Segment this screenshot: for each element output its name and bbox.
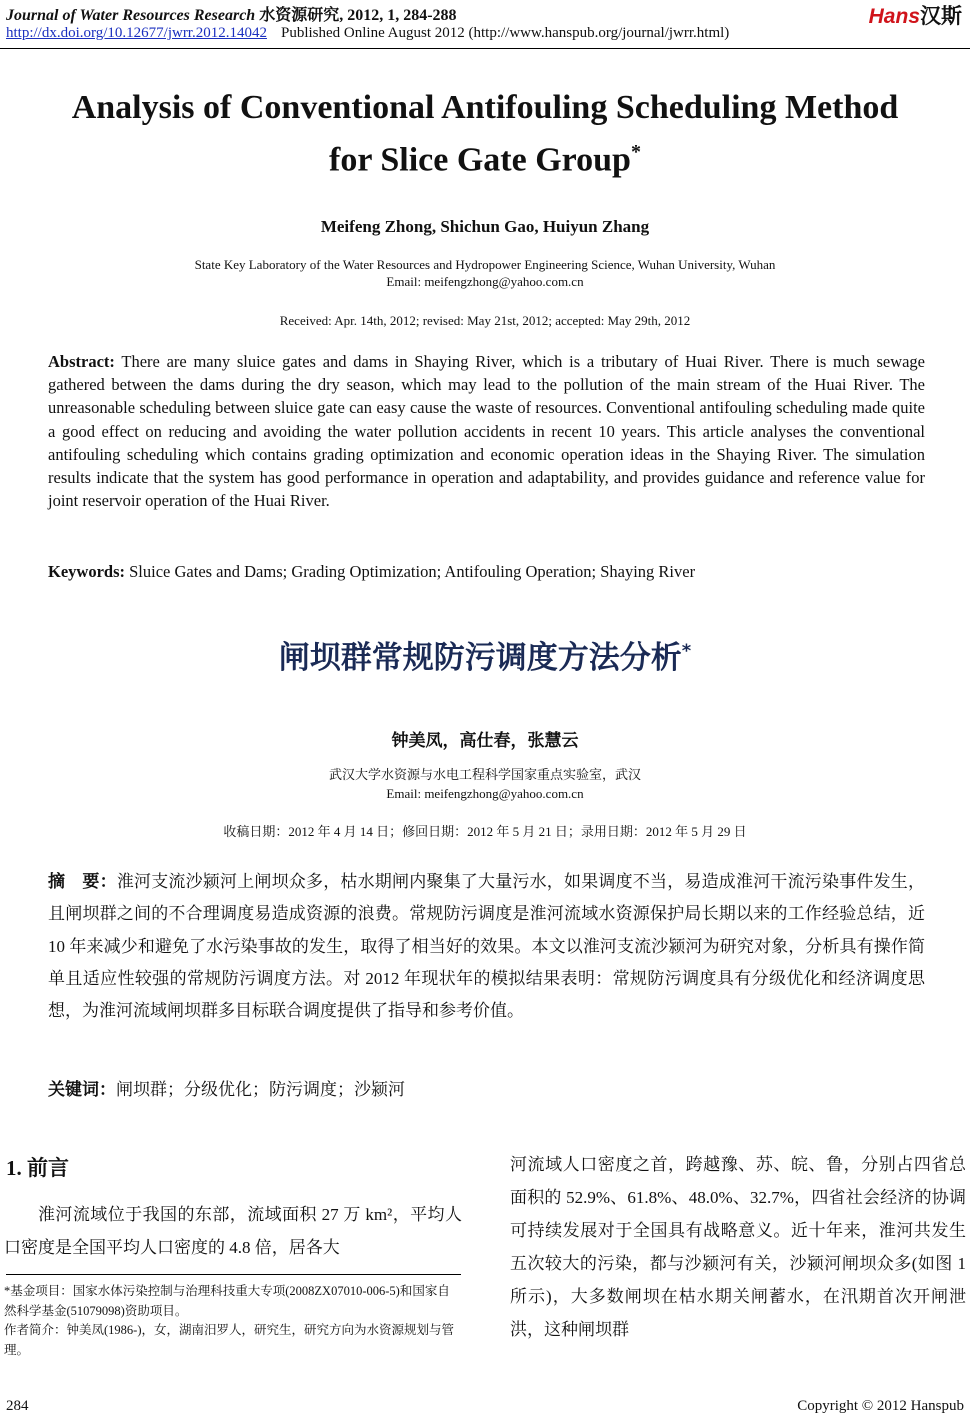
cn-email: Email: meifengzhong@yahoo.com.cn	[386, 786, 584, 801]
footnote-rule	[6, 1274, 461, 1275]
received-dates: Received: Apr. 14th, 2012; revised: May 21st, 2012; accepted: May 29th, 2012	[279, 313, 691, 328]
title-footnote-mark: *	[630, 141, 641, 163]
cn-title	[0, 632, 970, 677]
cn-title-text: 闸坝群常规防污调度方法分析	[278, 640, 682, 676]
published-info: Published Online August 2012 (http://www.hanspub.org/journal/jwrr.html)	[280, 25, 730, 41]
cn-abstract-label: 摘 要：	[48, 872, 117, 891]
publication-line	[6, 25, 729, 42]
keywords-label: Keywords:	[48, 562, 125, 581]
affiliation: State Key Laboratory of the Water Resources and Hydropower Engineering Science, Wuhan University, Wuhan	[194, 257, 776, 272]
paper-title	[0, 86, 970, 182]
cn-abstract-text: 淮河支流沙颍河上闸坝众多，枯水期闸内聚集了大量污水，如果调度不当，易造成淮河干流污染事件发生，且闸坝群之间的不合理调度易造成资源的浪费。常规防污调度是淮河流域水资源保护局长期以来的工作经验总结，近 10 年来减少和避免了水污染事故的发生，取得了相当好的效果。本文以淮河支流沙颍河为研究对象，分析具有操作简单且适应性较强的常规防污调度方法。对 2012 年现状年的模拟结果表明：常规防污调度具有分级优化和经济调度思想，为淮河流域闸坝群多目标联合调度提供了指导和参考价值。	[48, 872, 926, 1021]
cn-dates: 收稿日期：2012 年 4 月 14 日；修回日期：2012 年 5 月 21 日；录用日期：2012 年 5 月 29 日	[223, 824, 747, 839]
section-heading: 1. 前言	[6, 1156, 69, 1180]
journal-name: Journal of Water Resources Research	[6, 7, 256, 24]
title-line-2: for Slice Gate Group	[329, 141, 631, 179]
journal-header	[6, 2, 457, 25]
abstract	[48, 350, 925, 512]
copyright: Copyright © 2012 Hanspub	[797, 1398, 964, 1414]
cn-keywords	[48, 1074, 925, 1106]
right-column-text: 河流域人口密度之首，跨越豫、苏、皖、鲁，分别占四省总面积的 52.9%、61.8%、48.0%、32.7%，四省社会经济的协调可持续发展对于全国具有战略意义。近十年来，淮河共发生五次较大的污染，都与沙颍河有关，沙颍河闸坝众多(如图 1 所示)，大多数闸坝在枯水期关闸蓄水，在汛期首次开闸泄洪，这种闸坝群	[510, 1155, 966, 1339]
page-number: 284	[6, 1398, 29, 1414]
journal-citation: 水资源研究, 2012, 1, 284-288	[259, 7, 457, 24]
cn-authors: 钟美凤，高仕春，张慧云	[391, 731, 579, 750]
logo-en: Hans	[868, 5, 920, 28]
cn-keywords-text: 闸坝群；分级优化；防污调度；沙颍河	[116, 1080, 405, 1099]
cn-title-mark: *	[681, 640, 692, 662]
cn-abstract	[48, 866, 925, 1027]
header-rule	[0, 48, 970, 49]
doi-link[interactable]: http://dx.doi.org/10.12677/jwrr.2012.14042	[6, 25, 267, 41]
abstract-text: There are many sluice gates and dams in Shaying River, which is a tributary of Huai River. There is much sewage gathered between the dams during the dry season, which may lead to the pollution of the main stream of the Huai River. The unreasonable scheduling between sluice gate can easy cause the waste of resources. Conventional antifouling scheduling made quite a good effect on reducing and avoiding the water pollution accidents in recent 10 years. This article analyses the conventional antifouling scheduling which contains grading optimization and economic operation ideas in the Shaying River. The simulation results indicate that the system has good performance in operation and adaptability, and provides guidance and reference value for joint reservoir operation of the Huai River.	[48, 352, 926, 511]
title-line-1: Analysis of Conventional Antifouling Scheduling Method	[71, 89, 899, 126]
authors: Meifeng Zhong, Shichun Gao, Huiyun Zhang	[320, 217, 650, 236]
cn-keywords-label: 关键词：	[48, 1080, 116, 1099]
logo-cn: 汉斯	[920, 5, 962, 28]
footnote-funding: *基金项目：国家水体污染控制与治理科技重大专项(2008ZX07010-006-5)和国家自然科学基金(51079098)资助项目。	[4, 1284, 450, 1318]
cn-affiliation: 武汉大学水资源与水电工程科学国家重点实验室，武汉	[328, 767, 641, 782]
footnote-author: 作者简介：钟美凤(1986-)，女，湖南汨罗人，研究生，研究方向为水资源规划与管理。	[4, 1323, 454, 1357]
keywords	[48, 560, 925, 583]
keywords-text: Sluice Gates and Dams; Grading Optimization; Antifouling Operation; Shaying River	[129, 562, 696, 581]
email: Email: meifengzhong@yahoo.com.cn	[386, 274, 584, 289]
left-column-text: 淮河流域位于我国的东部，流域面积 27 万 km²，平均人口密度是全国平均人口密度的 4.8 倍，居各大	[4, 1205, 462, 1257]
footnotes	[4, 1282, 462, 1360]
abstract-label: Abstract:	[48, 352, 115, 371]
hans-logo	[869, 0, 962, 30]
